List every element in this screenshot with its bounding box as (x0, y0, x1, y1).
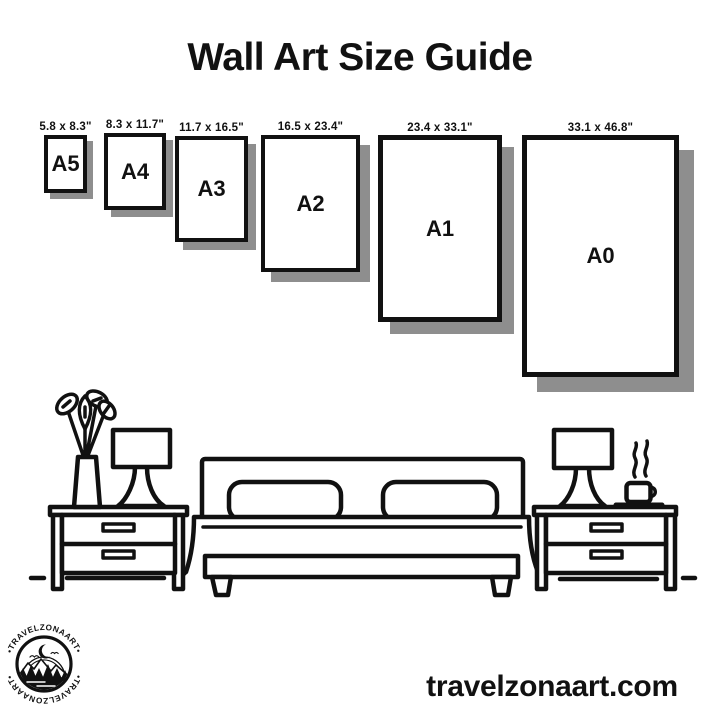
website-url: travelzonaart.com (426, 670, 678, 703)
size-name-a0: A0 (586, 243, 615, 268)
size-name-a5: A5 (51, 151, 80, 176)
size-dimensions-a5: 5.8 x 8.3" (39, 121, 92, 133)
bed-leg-right (492, 577, 511, 595)
lamp-shade (113, 430, 170, 467)
size-dimensions-a4: 8.3 x 11.7" (105, 119, 165, 131)
double-bed-icon (180, 459, 544, 595)
size-name-a4: A4 (120, 158, 150, 184)
drawer-handle (591, 551, 622, 558)
brand-arc-text-top: •TRAVELZONAART• (5, 622, 83, 655)
steam-line (634, 443, 637, 477)
pillow-left-icon (229, 482, 341, 520)
drawer-handle (591, 524, 622, 531)
size-dimensions-a1: 23.4 x 33.1" (407, 122, 473, 134)
lamp-stand (560, 468, 605, 506)
nightstand-right (534, 507, 676, 589)
size-dimensions-a0: 33.1 x 46.8" (567, 122, 634, 134)
size-dimensions-a3: 11.7 x 16.5" (179, 122, 244, 134)
size-name-a2: A2 (296, 190, 325, 216)
bedroom-illustration (0, 375, 720, 605)
brand-logo-badge (1, 621, 87, 707)
table-lamp-left-icon (113, 430, 170, 506)
coffee-cup-steam-icon (616, 441, 662, 505)
brand-arc-text-bottom: •TRAVELZONAART• (5, 673, 83, 706)
size-frame-a5 (39, 121, 92, 193)
size-dimensions-a2: 16.5 x 23.4" (277, 121, 344, 133)
size-name-a1: A1 (425, 215, 455, 241)
bed-base (205, 556, 518, 577)
plant-vase-icon (53, 388, 118, 507)
size-frame-a0 (522, 122, 679, 377)
size-frame-a3 (175, 122, 248, 242)
steam-line (645, 441, 648, 476)
vase (74, 457, 100, 507)
table-lamp-right-icon (554, 430, 612, 506)
drawer-handle (103, 524, 134, 531)
size-frame-a1 (378, 122, 502, 322)
size-frame-a4 (104, 119, 166, 210)
drawer-handle (103, 551, 134, 558)
size-name-a3: A3 (197, 176, 226, 201)
lamp-stand (118, 467, 164, 506)
lamp-shade (554, 430, 612, 468)
cup-body (627, 483, 651, 502)
pillow-right-icon (383, 482, 497, 520)
size-frame-a2 (261, 121, 360, 272)
bed-leg-left (212, 577, 231, 595)
page-title: Wall Art Size Guide (187, 36, 533, 79)
